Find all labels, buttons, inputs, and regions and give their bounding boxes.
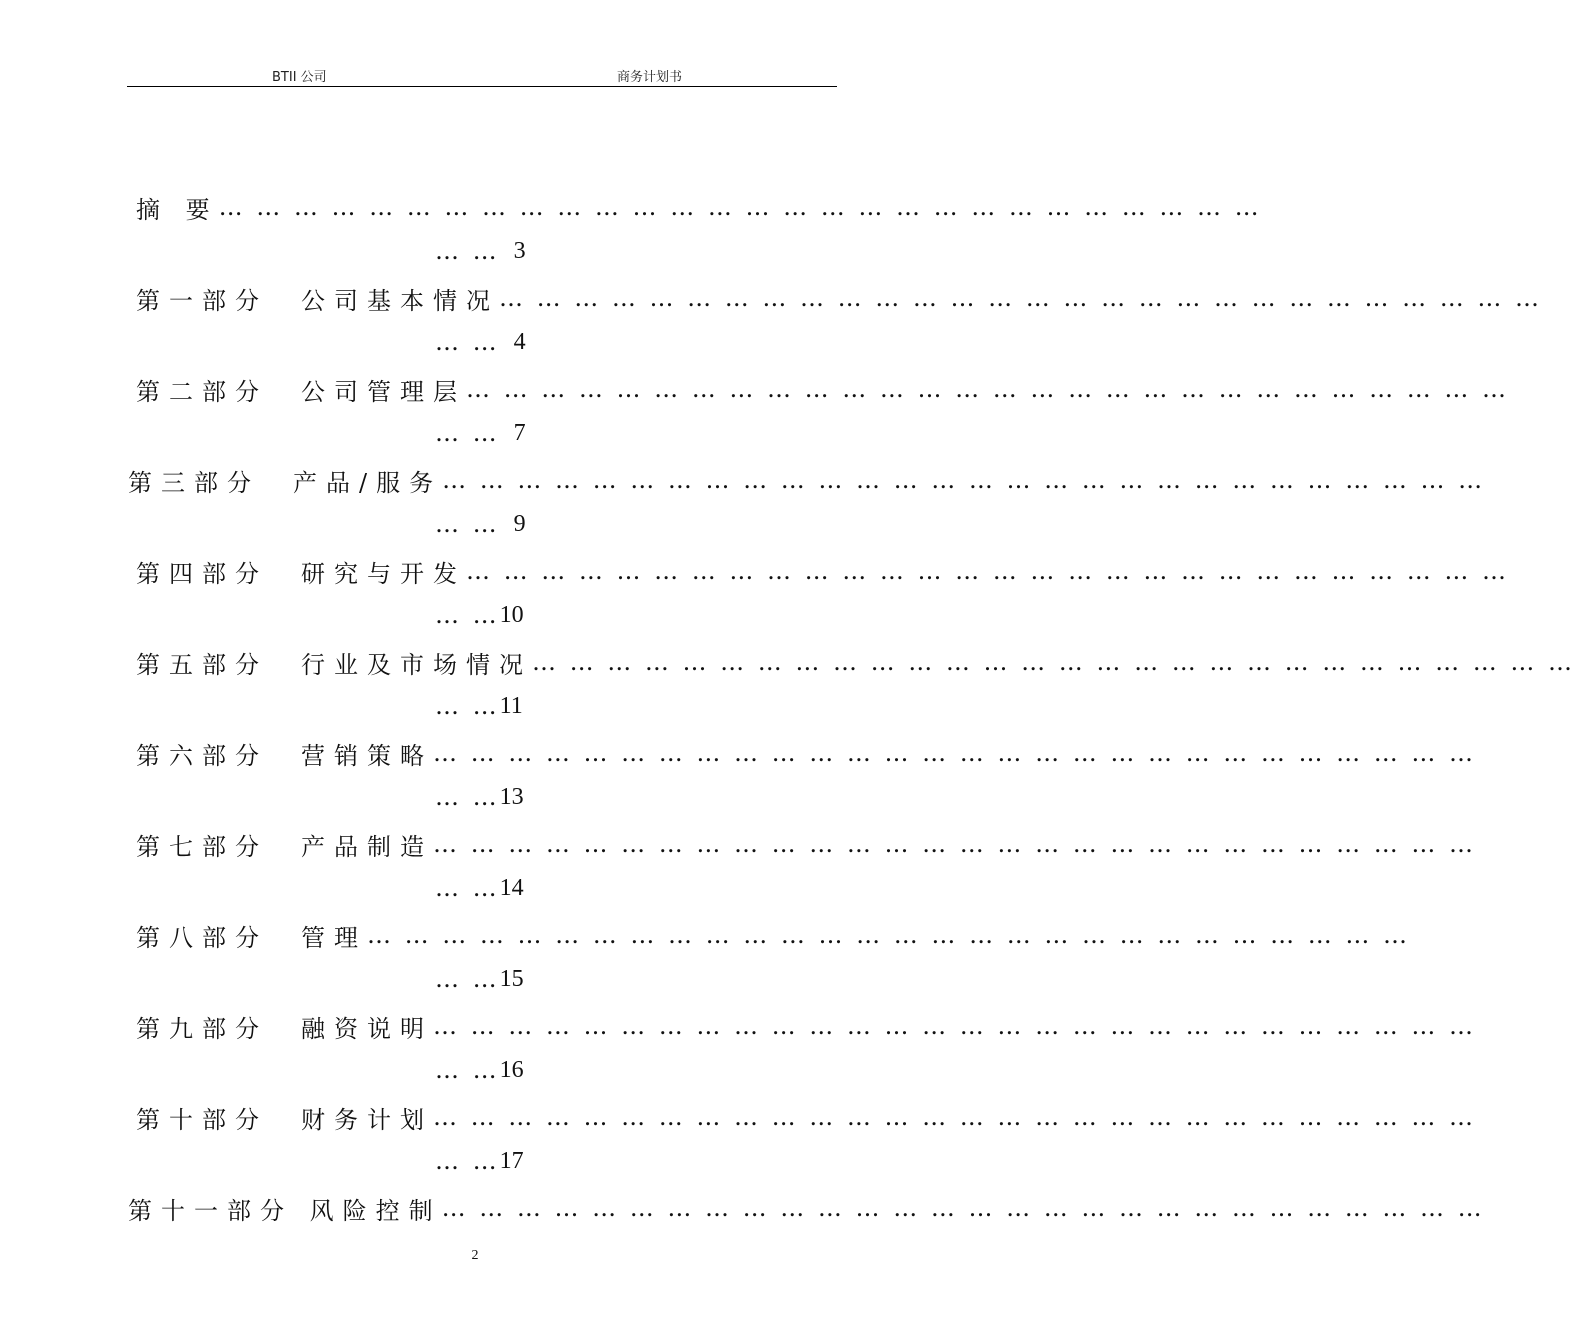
header-company: BTII 公司 <box>272 70 327 85</box>
toc-entry-title: 第二部分 公司管理层 <box>136 377 466 406</box>
header-doc-title: 商务计划书 <box>617 70 683 85</box>
toc-entry-title: 第九部分 融资说明 <box>136 1014 433 1043</box>
toc-entry-page: 15 <box>499 965 524 992</box>
dot-leader-tail: … … <box>435 692 500 720</box>
toc-entry-page: 17 <box>499 1147 524 1174</box>
dot-leader: … … … … … … … … … … … … … … … … … … … … … … … … … … … … <box>466 557 1509 585</box>
dot-leader-tail: … … <box>435 1056 500 1084</box>
toc-entry-page: 16 <box>499 1056 524 1083</box>
toc-entry-page-line <box>435 962 524 996</box>
toc-entry-page-line <box>435 234 526 268</box>
toc-entry[interactable] <box>120 918 1410 952</box>
toc-entry[interactable] <box>120 554 1509 588</box>
toc-entry[interactable] <box>128 1191 1485 1225</box>
toc-entry-page: 13 <box>499 783 524 810</box>
toc-entry-title: 第七部分 产品制造 <box>136 832 433 861</box>
toc-entry-page: 14 <box>499 874 524 901</box>
dot-leader-tail: … … <box>435 874 500 902</box>
toc-entry-page: 4 <box>513 328 526 355</box>
dot-leader: … … … … … … … … … … … … … … … … … … … … … … … … … … … … <box>433 1103 1476 1131</box>
toc-entry-page-line <box>435 416 526 450</box>
toc-entry-title: 第三部分 产品/服务 <box>128 468 443 497</box>
dot-leader: … … … … … … … … … … … … … … … … … … … … … … … … … … … … <box>367 921 1410 949</box>
dot-leader: … … … … … … … … … … … … … … … … … … … … … … … … … … … … <box>218 193 1262 221</box>
toc-entry[interactable] <box>120 827 1476 861</box>
toc-entry-page-line <box>435 507 526 541</box>
toc-entry-page-line <box>435 1144 524 1178</box>
toc-entry-page: 10 <box>499 601 524 628</box>
toc-entry-page: 3 <box>513 237 526 264</box>
toc-entry-title: 第八部分 管理 <box>136 923 367 952</box>
dot-leader: … … … … … … … … … … … … … … … … … … … … … … … … … … … … <box>433 1012 1476 1040</box>
toc-entry-title: 第六部分 营销策略 <box>136 741 433 770</box>
toc-entry-page: 7 <box>513 419 526 446</box>
toc-entry[interactable] <box>120 736 1476 770</box>
toc-entry[interactable] <box>128 463 1486 497</box>
dot-leader-tail: … … <box>435 510 500 538</box>
toc-entry-title: 第四部分 研究与开发 <box>136 559 466 588</box>
dot-leader: … … … … … … … … … … … … … … … … … … … … … … … … … … … … <box>433 830 1476 858</box>
dot-leader: … … … … … … … … … … … … … … … … … … … … … … … … … … … … <box>532 648 1575 676</box>
toc-entry-page: 11 <box>499 692 523 719</box>
toc-entry-title: 第五部分 行业及市场情况 <box>136 650 532 679</box>
toc-entry-title: 第一部分 公司基本情况 <box>136 286 499 315</box>
toc-entry-page-line <box>435 689 523 723</box>
toc-entry-title: 摘 要 <box>136 195 219 224</box>
dot-leader-tail: … … <box>435 965 500 993</box>
dot-leader: … … … … … … … … … … … … … … … … … … … … … … … … … … … … <box>499 284 1542 312</box>
toc-entry-page-line <box>435 598 524 632</box>
toc-entry-page: 9 <box>513 510 526 537</box>
dot-leader-tail: … … <box>435 237 500 265</box>
toc-entry[interactable] <box>120 372 1509 406</box>
toc-entry-page-line <box>435 871 524 905</box>
toc-entry-title: 第十一部分 风险控制 <box>128 1196 442 1225</box>
toc-entry[interactable] <box>120 1009 1476 1043</box>
dot-leader-tail: … … <box>435 419 500 447</box>
dot-leader: … … … … … … … … … … … … … … … … … … … … … … … … … … … … <box>466 375 1509 403</box>
toc-entry-page-line <box>435 1053 524 1087</box>
dot-leader: … … … … … … … … … … … … … … … … … … … … … … … … … … … … <box>442 466 1486 494</box>
page-number: 2 <box>471 1248 479 1263</box>
toc-entry[interactable] <box>120 645 1575 679</box>
toc-entry[interactable] <box>120 190 1262 224</box>
toc-entry[interactable] <box>120 1100 1476 1134</box>
dot-leader-tail: … … <box>435 328 500 356</box>
dot-leader-tail: … … <box>435 783 500 811</box>
toc-entry[interactable] <box>120 281 1542 315</box>
dot-leader-tail: … … <box>435 601 500 629</box>
toc-entry-page-line <box>435 325 526 359</box>
toc-entry-page-line <box>435 780 524 814</box>
dot-leader: … … … … … … … … … … … … … … … … … … … … … … … … … … … … <box>441 1194 1485 1222</box>
dot-leader-tail: … … <box>435 1147 500 1175</box>
dot-leader: … … … … … … … … … … … … … … … … … … … … … … … … … … … … <box>433 739 1476 767</box>
toc-entry-title: 第十部分 财务计划 <box>136 1105 433 1134</box>
